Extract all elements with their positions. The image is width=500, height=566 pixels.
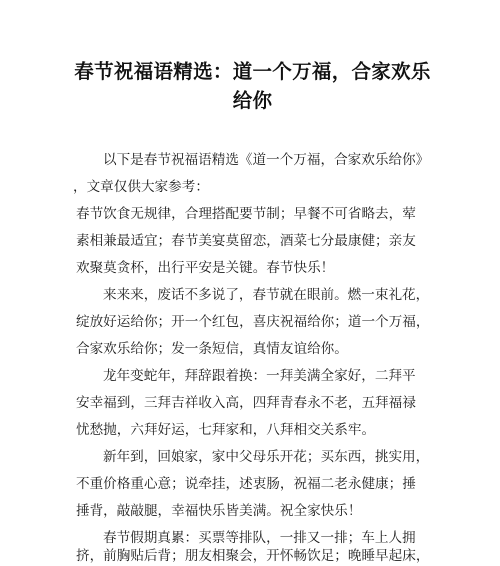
paragraph-line: 新年到，回娘家，家中父母乐开花；买东西，挑实用， <box>103 449 430 465</box>
document-title <box>70 57 435 115</box>
paragraph-line: 合家欢乐给你；发一条短信，真情友谊给你。 <box>76 341 348 357</box>
paragraph-line: 忧愁抛，六拜好运，七拜家和，八拜相交关系牢。 <box>76 422 376 438</box>
paragraph-line: 春节假期真累：买票等排队，一排又一排；车上人拥 <box>103 530 416 546</box>
paragraph-line: 不重价格重心意；说牵挂，述衷肠，祝福二老永健康；捶 <box>76 476 416 492</box>
paragraph-line: ，文章仅供大家参考： <box>73 179 209 195</box>
paragraph-line: 挤，前胸贴后背；朋友相聚会，开怀畅饮足；晚睡早起床， <box>76 548 430 564</box>
paragraph-line: 绽放好运给你；开一个红包，喜庆祝福给你；道一个万福， <box>76 314 430 330</box>
paragraph-line: 安幸福到，三拜吉祥收入高，四拜青春永不老，五拜福禄 <box>76 395 416 411</box>
paragraph-line: 以下是春节祝福语精选《道一个万福，合家欢乐给你》 <box>103 152 430 168</box>
title-line-1: 春节祝福语精选：道一个万福，合家欢乐 <box>74 60 431 83</box>
paragraph-line: 捶背，敲敲腿，幸福快乐皆美满。祝全家快乐！ <box>76 503 362 519</box>
paragraph-line: 春节饮食无规律，合理搭配要节制；早餐不可省略去，荤 <box>76 206 416 222</box>
paragraph-line: 龙年变蛇年，拜辞跟着换：一拜美满全家好，二拜平 <box>103 368 416 384</box>
paragraph-line: 来来来，废话不多说了，春节就在眼前。燃一束礼花， <box>103 287 430 303</box>
paragraph-line: 素相兼最适宜；春节美宴莫留恋，酒菜七分最康健；亲友 <box>76 233 416 249</box>
title-line-2: 给你 <box>232 89 273 112</box>
paragraph-line: 欢聚莫贪杯，出行平安是关键。春节快乐！ <box>76 260 335 276</box>
